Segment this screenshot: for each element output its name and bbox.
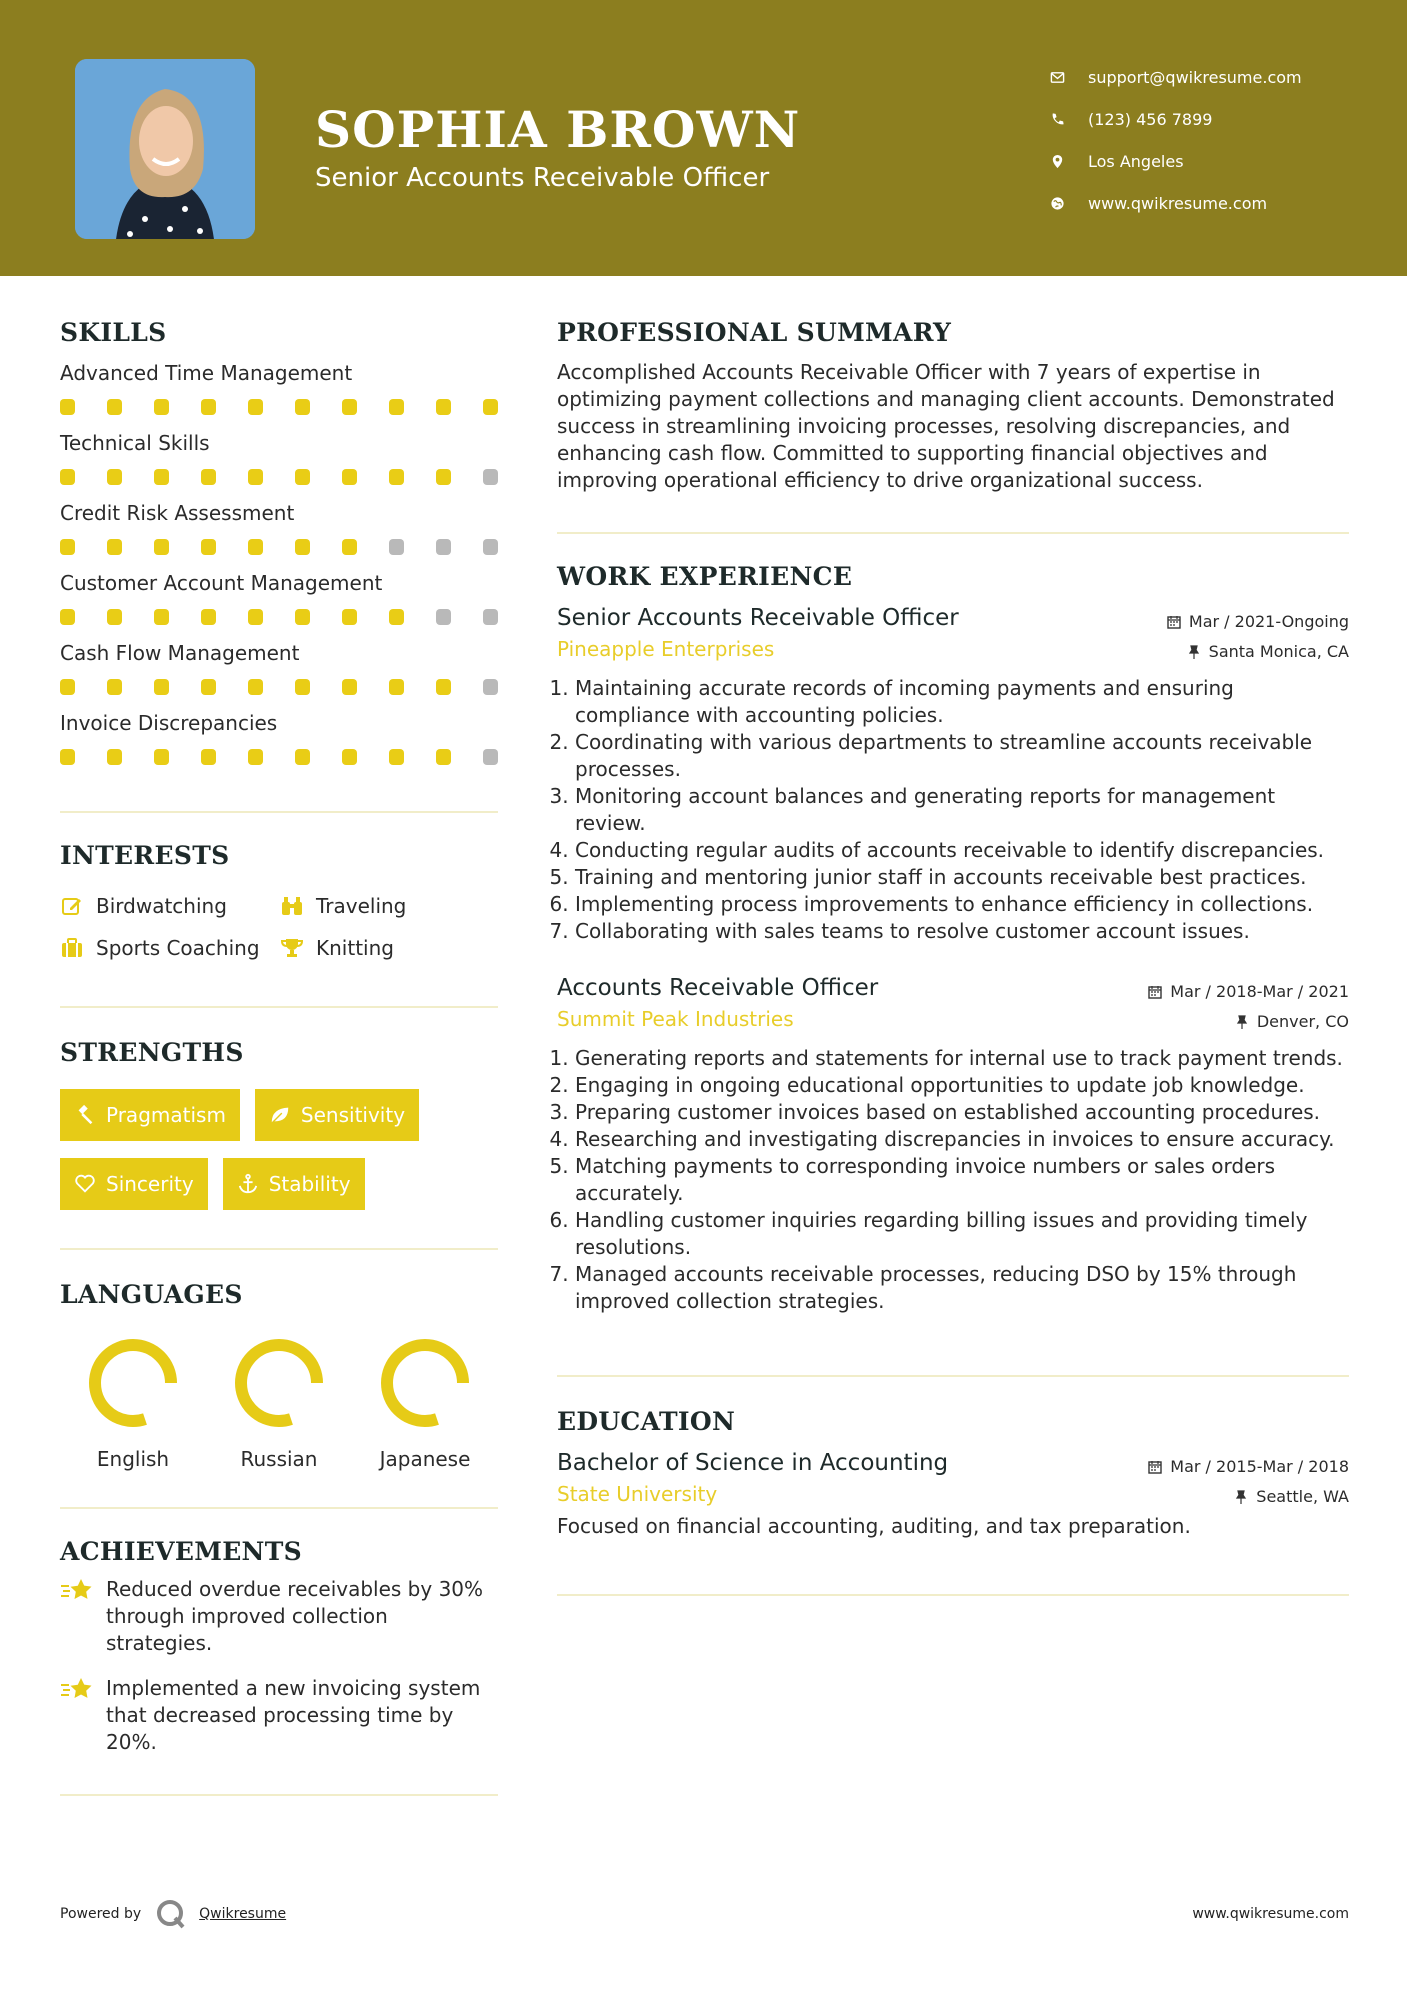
education-heading: EDUCATION (557, 1407, 736, 1436)
skill-dot (154, 609, 169, 625)
skill-dot (154, 539, 169, 555)
list-item: 7. Collaborating with sales teams to resolve customer account issues. (575, 918, 1349, 945)
job-bullets (557, 1045, 1349, 1315)
skill-dot (107, 749, 122, 765)
skill-dot (483, 539, 498, 555)
skill-name: Customer Account Management (60, 571, 383, 595)
footer-site[interactable]: www.qwikresume.com (1192, 1906, 1349, 1922)
star-icon (60, 1675, 94, 1705)
skill-dot (389, 609, 404, 625)
education-description: Focused on financial accounting, auditing, and tax preparation. (557, 1514, 1191, 1538)
calendar-icon (1167, 615, 1181, 629)
brand-link[interactable]: Qwikresume (199, 1906, 287, 1922)
skill-dot (295, 539, 310, 555)
skill-dot (436, 609, 451, 625)
job-location: Santa Monica, CA (1187, 642, 1349, 661)
skill-dot (60, 539, 75, 555)
skill-dot (483, 679, 498, 695)
language-label: English (96, 1447, 170, 1471)
summary-text: Accomplished Accounts Receivable Officer with 7 years of expertise in optimizing payment collections and managing client accounts. Demonstrated success in streamlining invoicing processes, resolving discrepancies, and enhancing cash flow. Committed to supporting financial objectives and improving operational efficiency to drive organizational success. (557, 360, 1335, 492)
skill-dot (107, 399, 122, 415)
calendar-icon (1148, 1460, 1162, 1474)
star-icon (60, 1576, 94, 1606)
contact-location: Los Angeles (1050, 140, 1302, 182)
footer (60, 1898, 1349, 1930)
interest-item: Traveling (280, 894, 480, 918)
interests-heading: INTERESTS (60, 841, 230, 870)
achievements-heading: ACHIEVEMENTS (60, 1537, 302, 1566)
skill-dot (60, 749, 75, 765)
pencil-icon (60, 894, 84, 918)
skill-dot (483, 469, 498, 485)
interest-item: Sports Coaching (60, 936, 280, 960)
skill-dot (60, 469, 75, 485)
skill-dot (154, 679, 169, 695)
trophy-icon (280, 936, 304, 960)
school-name: State University (557, 1482, 718, 1506)
envelope-icon (1050, 70, 1088, 85)
job-title: Senior Accounts Receivable Officer (557, 605, 959, 631)
skill-dot (389, 469, 404, 485)
education-dates: Mar / 2015-Mar / 2018 (1148, 1457, 1349, 1476)
skill-dot (154, 749, 169, 765)
skill-dot (107, 469, 122, 485)
contact-website[interactable]: www.qwikresume.com (1050, 182, 1302, 224)
list-item: 2. Coordinating with various departments to streamline accounts receivable processes. (575, 729, 1349, 783)
education-section (557, 1407, 1349, 1538)
skill-name: Invoice Discrepancies (60, 711, 278, 735)
skill-dot (201, 539, 216, 555)
candidate-name: SOPHIA BROWN (315, 100, 801, 159)
skill-name: Credit Risk Assessment (60, 501, 295, 525)
calendar-icon (1148, 985, 1162, 999)
briefcase-icon (60, 936, 84, 960)
section-divider (557, 1375, 1349, 1377)
job-entry (557, 605, 1349, 945)
list-item: 6. Handling customer inquiries regarding billing issues and providing timely resolutions. (575, 1207, 1349, 1261)
achievement-item: Reduced overdue receivables by 30% through improved collection strategies. (60, 1576, 498, 1657)
language-item (352, 1331, 498, 1471)
binoculars-icon (280, 894, 304, 918)
language-label: Japanese (379, 1447, 471, 1471)
skills-heading: SKILLS (60, 318, 167, 347)
skill-dot (201, 609, 216, 625)
section-divider (60, 1507, 498, 1509)
skill-dot (436, 679, 451, 695)
strengths-section (60, 1038, 498, 1210)
skills-section (60, 318, 498, 765)
languages-heading: LANGUAGES (60, 1280, 243, 1309)
skill-dot (295, 609, 310, 625)
left-column (60, 318, 498, 1796)
company-name: Summit Peak Industries (557, 1007, 794, 1031)
skill-rating (60, 749, 498, 765)
list-item: 1. Generating reports and statements for internal use to track payment trends. (575, 1045, 1349, 1072)
skill-dot (342, 399, 357, 415)
summary-heading: PROFESSIONAL SUMMARY (557, 318, 952, 347)
skill-rating (60, 679, 498, 695)
skill-dot (436, 539, 451, 555)
skill-dot (248, 749, 263, 765)
skill-dot (389, 399, 404, 415)
company-name: Pineapple Enterprises (557, 637, 775, 661)
education-location: Seattle, WA (1234, 1487, 1349, 1506)
skill-dot (248, 469, 263, 485)
skill-dot (436, 469, 451, 485)
skill-rating (60, 469, 498, 485)
language-ring (227, 1331, 331, 1435)
skill-dot (154, 399, 169, 415)
contact-email[interactable]: support@qwikresume.com (1050, 56, 1302, 98)
skill-dot (248, 539, 263, 555)
skill-dot (342, 749, 357, 765)
skill-rating (60, 609, 498, 625)
language-label: Russian (240, 1447, 318, 1471)
section-divider (60, 1006, 498, 1008)
skill-rating (60, 399, 498, 415)
skill-dot (60, 609, 75, 625)
section-divider (60, 1248, 498, 1250)
skill-dot (436, 399, 451, 415)
skill-dot (342, 539, 357, 555)
strengths-heading: STRENGTHS (60, 1038, 244, 1067)
skill-dot (295, 399, 310, 415)
contact-phone[interactable]: (123) 456 7899 (1050, 98, 1302, 140)
strength-tag: Stability (223, 1158, 365, 1210)
job-dates: Mar / 2018-Mar / 2021 (1148, 982, 1349, 1001)
language-item (206, 1331, 352, 1471)
map-pin-icon (1050, 154, 1088, 169)
job-location: Denver, CO (1235, 1012, 1349, 1031)
skill-dot (295, 469, 310, 485)
powered-by: Powered by Qwikresume (60, 1898, 286, 1930)
work-section (557, 562, 1349, 1315)
skill-dot (60, 679, 75, 695)
skill-dot (483, 399, 498, 415)
skill-dot (201, 399, 216, 415)
heart-icon (74, 1173, 96, 1195)
skill-dot (389, 749, 404, 765)
language-item (60, 1331, 206, 1471)
globe-icon (1050, 196, 1088, 211)
section-divider (557, 1594, 1349, 1596)
leaf-icon (269, 1104, 291, 1126)
skill-dot (201, 749, 216, 765)
skill-dot (248, 399, 263, 415)
pushpin-icon (1235, 1015, 1249, 1029)
section-divider (60, 811, 498, 813)
skill-dot (295, 679, 310, 695)
skill-dot (342, 469, 357, 485)
language-ring (373, 1331, 477, 1435)
skill-dot (107, 539, 122, 555)
anchor-icon (237, 1173, 259, 1195)
languages-section (60, 1280, 498, 1471)
list-item: 5. Training and mentoring junior staff in accounts receivable best practices. (575, 864, 1349, 891)
job-entry (557, 975, 1349, 1315)
skill-dot (342, 679, 357, 695)
resume-header (0, 0, 1407, 276)
skill-dot (248, 609, 263, 625)
strength-tag: Pragmatism (60, 1089, 240, 1141)
skill-dot (248, 679, 263, 695)
contact-list (1050, 56, 1302, 224)
achievements-section (60, 1537, 498, 1756)
interest-item: Knitting (280, 936, 480, 960)
candidate-title: Senior Accounts Receivable Officer (315, 163, 770, 193)
skill-dot (342, 609, 357, 625)
list-item: 3. Preparing customer invoices based on established accounting procedures. (575, 1099, 1349, 1126)
interest-item: Birdwatching (60, 894, 280, 918)
skill-name: Advanced Time Management (60, 361, 353, 385)
strength-tag: Sensitivity (255, 1089, 419, 1141)
work-heading: WORK EXPERIENCE (557, 562, 853, 591)
skill-name: Cash Flow Management (60, 641, 300, 665)
skill-dot (436, 749, 451, 765)
skill-dot (154, 469, 169, 485)
pushpin-icon (1234, 1490, 1248, 1504)
skill-name: Technical Skills (60, 431, 210, 455)
skill-dot (107, 679, 122, 695)
skill-dot (483, 609, 498, 625)
job-bullets (557, 675, 1349, 945)
list-item: 7. Managed accounts receivable processes, reducing DSO by 15% through improved collection strategies. (575, 1261, 1349, 1315)
job-title: Accounts Receivable Officer (557, 975, 879, 1001)
achievement-item: Implemented a new invoicing system that decreased processing time by 20%. (60, 1675, 498, 1756)
skill-dot (60, 399, 75, 415)
list-item: 5. Matching payments to corresponding invoice numbers or sales orders accurately. (575, 1153, 1349, 1207)
list-item: 4. Conducting regular audits of accounts receivable to identify discrepancies. (575, 837, 1349, 864)
list-item: 4. Researching and investigating discrepancies in invoices to ensure accuracy. (575, 1126, 1349, 1153)
strength-tag: Sincerity (60, 1158, 208, 1210)
list-item: 1. Maintaining accurate records of incoming payments and ensuring compliance with accounting policies. (575, 675, 1349, 729)
skill-dot (389, 539, 404, 555)
pushpin-icon (1187, 645, 1201, 659)
skill-dot (389, 679, 404, 695)
list-item: 3. Monitoring account balances and generating reports for management review. (575, 783, 1349, 837)
profile-photo (75, 59, 255, 239)
qwikresume-logo-icon (155, 1898, 187, 1930)
skill-dot (483, 749, 498, 765)
right-column (557, 318, 1349, 1596)
skill-dot (201, 679, 216, 695)
phone-icon (1050, 112, 1088, 127)
language-ring (81, 1331, 185, 1435)
job-dates: Mar / 2021-Ongoing (1167, 612, 1349, 631)
skill-rating (60, 539, 498, 555)
interests-section (60, 841, 498, 960)
section-divider (557, 532, 1349, 534)
degree-title: Bachelor of Science in Accounting (557, 1450, 949, 1476)
skill-dot (295, 749, 310, 765)
summary-section (557, 318, 1349, 494)
section-divider (60, 1794, 498, 1796)
skill-dot (201, 469, 216, 485)
gavel-icon (74, 1104, 96, 1126)
skill-dot (107, 609, 122, 625)
list-item: 6. Implementing process improvements to enhance efficiency in collections. (575, 891, 1349, 918)
list-item: 2. Engaging in ongoing educational opportunities to update job knowledge. (575, 1072, 1349, 1099)
